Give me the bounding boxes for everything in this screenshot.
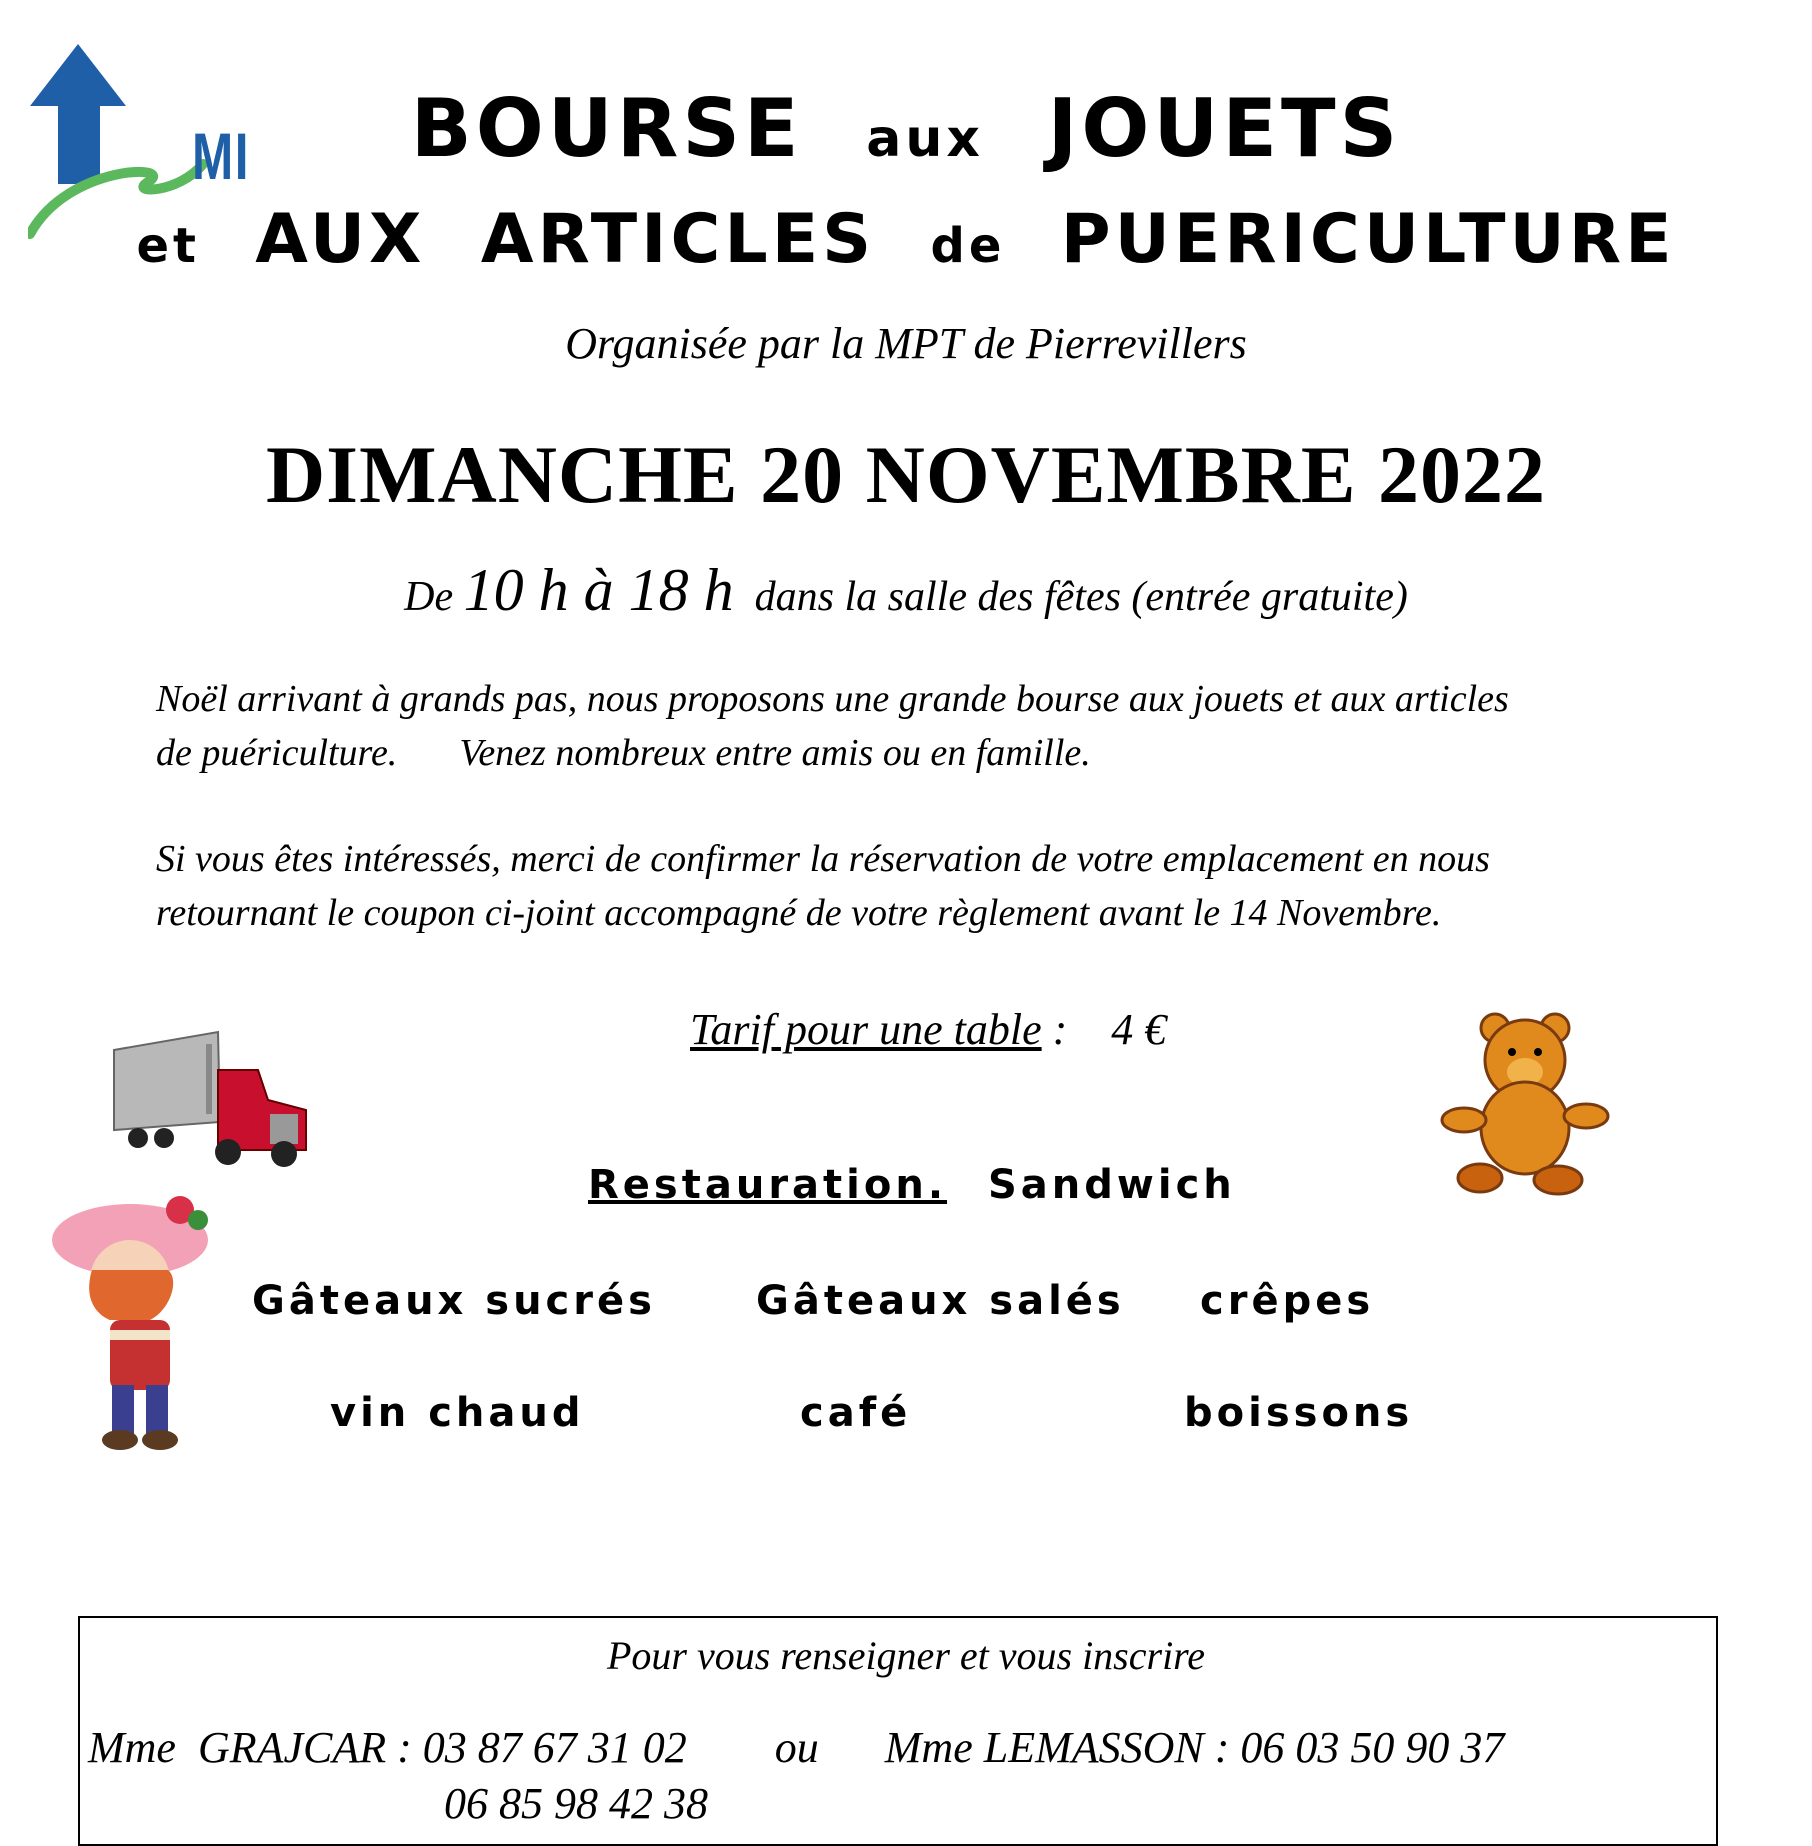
title-word: BOURSE [410, 82, 803, 175]
food-item: boissons [1184, 1390, 1414, 1436]
contact-phone-2: 06 85 98 42 38 [444, 1779, 708, 1828]
table-price [690, 1004, 1166, 1055]
title-line-2 [0, 200, 1812, 279]
contact-phones: Mme GRAJCAR : 03 87 67 31 02 ou Mme LEMASSON : 06 03 50 90 37 [88, 1723, 1505, 1772]
title-word: JOUETS [1047, 82, 1402, 175]
food-item: crêpes [1200, 1278, 1375, 1324]
food-item: vin chaud [330, 1390, 585, 1436]
paragraph-fragment: de puériculture. [156, 732, 398, 774]
booking-paragraph [156, 832, 1716, 940]
price-separator: : [1041, 1005, 1068, 1054]
paragraph-line [156, 726, 1716, 780]
teddy-bear-icon [1440, 1010, 1610, 1200]
title-line-1 [0, 82, 1812, 175]
food-heading: Restauration. [588, 1162, 948, 1208]
logo-text: MI [192, 119, 250, 193]
intro-paragraph [156, 672, 1716, 780]
food-item: Gâteaux salés [756, 1278, 1125, 1324]
event-date: DIMANCHE 20 NOVEMBRE 2022 [265, 429, 1547, 520]
organiser-line: Organisée par la MPT de Pierrevillers [565, 319, 1247, 368]
title-word: de [930, 218, 1006, 274]
truck-icon [108, 1030, 308, 1170]
paragraph-line: Noël arrivant à grands pas, nous proposons une grande bourse aux jouets et aux articles [156, 678, 1509, 720]
food-item: Gâteaux sucrés [252, 1278, 656, 1324]
food-item: café [800, 1390, 912, 1436]
hours-place: dans la salle des fêtes (entrée gratuite) [754, 574, 1408, 620]
price-value: 4 € [1111, 1005, 1167, 1054]
title-word: PUERICULTURE [1060, 200, 1676, 279]
doll-icon [50, 1180, 250, 1460]
price-label: Tarif pour une table [690, 1005, 1042, 1054]
event-hours [0, 556, 1812, 625]
title-word: ARTICLES [480, 200, 876, 279]
paragraph-fragment: Venez nombreux entre amis ou en famille. [459, 732, 1091, 774]
paragraph-line: retournant le coupon ci-joint accompagné de votre règlement avant le 14 Novembre. [156, 892, 1442, 934]
title-word: AUX [255, 200, 426, 279]
title-word: et [136, 218, 200, 274]
paragraph-line: Si vous êtes intéressés, merci de confirmer la réservation de votre emplacement en nous [156, 838, 1490, 880]
contact-heading: Pour vous renseigner et vous inscrire [606, 1633, 1206, 1678]
title-word: aux [866, 109, 984, 169]
food-item: Sandwich [988, 1162, 1236, 1208]
hours-prefix: De [404, 574, 454, 620]
hours-time: 10 h à 18 h [463, 557, 734, 623]
